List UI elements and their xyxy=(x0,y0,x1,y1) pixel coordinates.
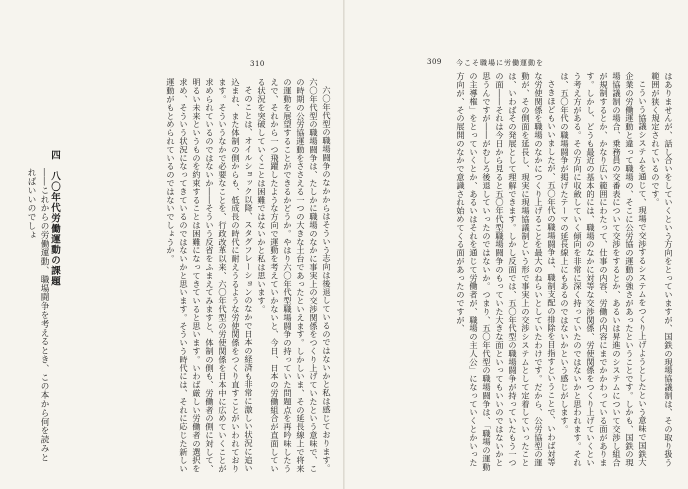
left-paragraph-1: 六〇年代型の職場闘争のなかからはそういう志向は後退しているのではないかと私は感じております。六〇年代型の職場闘争は、たしかに職場のなかに事実上の交渉関係をつくり上げていたという意味で、この時期の公労協運動をささえる一つの大きな土台であったといえます。しかしいま、その延長線上で将来の運動を展望することができるかどうか。やはり六〇年代型職場闘争の持っていた問題点を再吟味したうえで、それから一つ飛躍したような方向で運動を考えていかないと、今日、日本の労働組合が直面している状況を突破していくことは困難ではないかと私は思います。 xyxy=(257,78,332,473)
page-gutter xyxy=(343,0,345,489)
right-paragraph-2: こういう協議システムを通じて、現場で交渉するシステムをつくり上げようとしたという意味で国鉄大企業の労働運動と違って職場の、そこに公労協の運動の強さがあったということです。しかも、国鉄の現場協議制の場合、乗務員の交番表について交渉をするとか、あるいは昇進のシステムについて交渉し組合が規制するとか、かなり広い範囲にわたって、仕事の内容、労働の内容にまでかかわっている面があります。しかし、どうも最近の基本的には、職場のなかに対等な交渉関係、労使関係をつくり上げていくという考え方がある。その方向に収斂していく傾向を非常に深く持っていたのではないかと思われます。それは、五〇年代の職場闘争が掲げたテーマの延長線上にもあるのではないかという感じがします。 xyxy=(560,72,648,467)
left-page-body xyxy=(80,78,333,473)
right-page-body xyxy=(363,72,675,472)
running-head: 今こそ職場に労働運動を xyxy=(456,59,544,67)
left-paragraph-2: そのことは、オイルショック以降、スタグフレーションのなかで日本の経済も非常に激しい状況に追い込まれ、また体制の側からも、低成長の時代に耐えうるような労使関係をつくり直すことがいわれております。そういうなかで必要なことを、行政改革以来、六〇年代型の労使関係を日本中に広めていくことが求められているのではないか――そういう反省をふまえてみますと、体制の側も、労働者の側に対して、明るい未来というものを約束することは困難になってきていると思います。いわば厳しい労働者の選択を求め、そういう状況になってきているのではないかと思います。そういう時代には、それに応じた新しい運動がもとめられているのではないでしょうか。 xyxy=(166,78,254,473)
left-page-number: 310 xyxy=(250,60,265,68)
right-paragraph-3: さきほどもいいましたが、五〇年代の職場闘争は、職制支配の排除を目指すということで、いわば対等な労使関係を職場のなかにつくり上げることを最大のねらいとしていたわけです。だから、公労協型の運動が、その側面を延長し、現実に現場協議制という形で事実上の交渉システムとして定着していったことは、いわばその発展として理解できます。しかし反面では、五〇年代型の職場闘争が持っていたもう一つの面――それは今日から見ると五〇年代型職場闘争のもっていた大きな面といってもいいのではないかと思うんですが――がむしろ後退していったのではないか。つまり、五〇年代型の職場闘争は、「職場の運動の主導権」をとっていくとか、あるいはそれを通じて労働者が、職場の主人公」になっていくとかいった方向が、その展開のなかで意識され始めてくる面があったのですが、 xyxy=(456,72,557,472)
right-paragraph-1: はありませんが、話し合いをしていくという方向をとっていますが、国鉄の現場協議制は、その取り扱う範囲が狭く規定されているのです。 xyxy=(651,72,674,467)
right-page-number: 309 xyxy=(427,58,442,66)
section-heading: 四 八〇年代労働運動の課題 xyxy=(49,150,60,287)
section-subheading: ――これからの労働運動、職場闘争を考えるとき、この本から何を読みとればいいのでしょ xyxy=(26,168,49,462)
